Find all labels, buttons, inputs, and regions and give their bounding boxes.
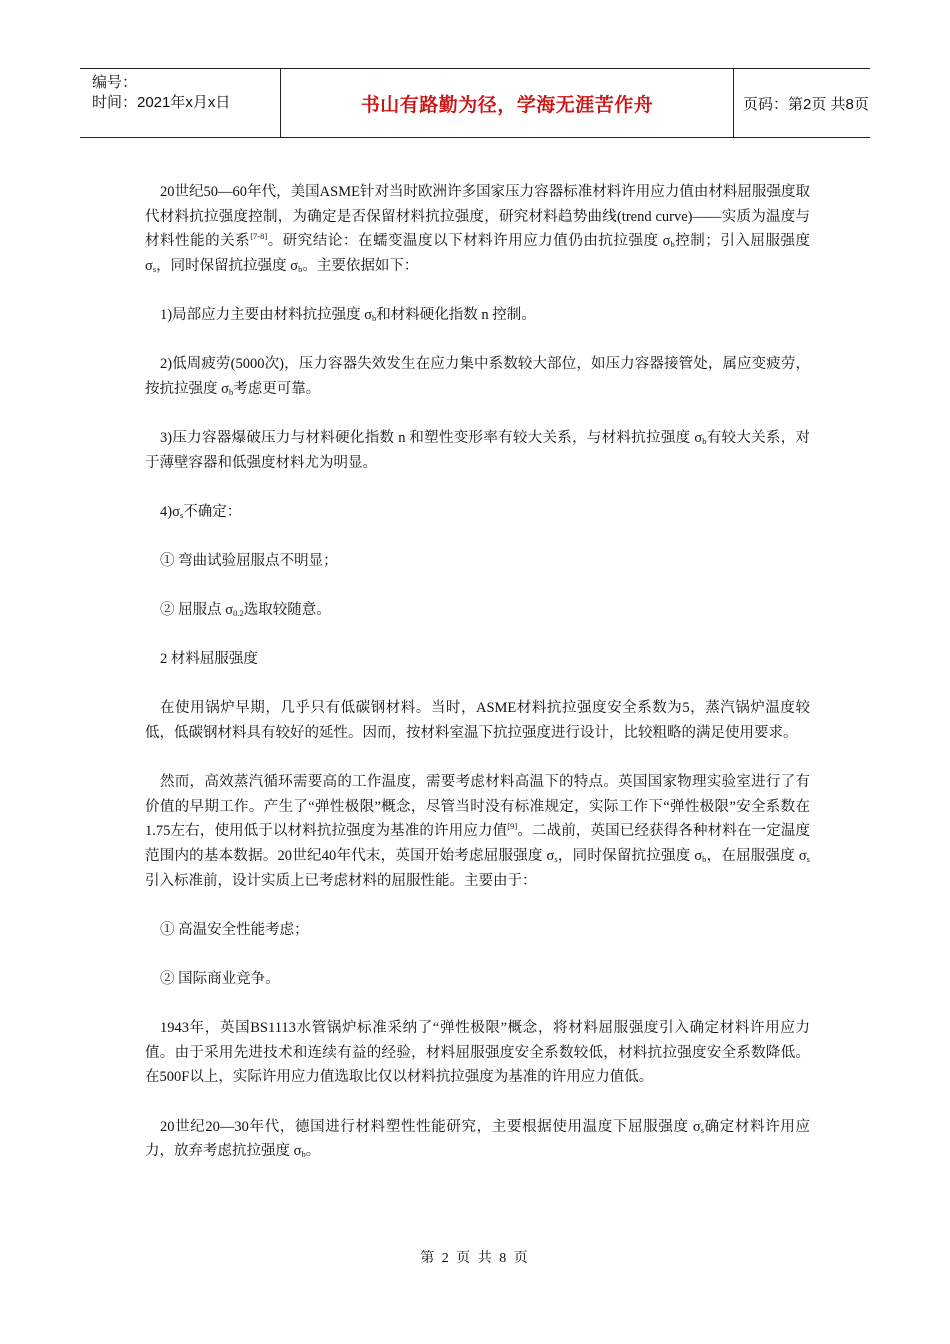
subscript: b [702, 435, 707, 446]
subscript: b [702, 854, 707, 865]
text-run: 4)σ [160, 503, 180, 520]
text-run: 2)低周疲劳(5000次)，压力容器失效发生在应力集中系数较大部位，如压力容器接管处，属应变疲劳，按抗拉强度 σ [145, 356, 810, 397]
text-run: 20世纪50—60年代，美国ASME针对当时欧洲许多国家压力容器标准材料许用应力值由材料屈服强度取代材料抗拉强度控制，为确定是否保留材料抗拉强度，研究材料趋势曲线(trend curve)——实质为温度与材料性能的关系 [145, 184, 810, 250]
subscript: s [700, 1124, 705, 1135]
text-run: 20世纪20—30年代，德国进行材料塑性性能研究，主要根据使用温度下屈服强度 σ [160, 1118, 701, 1135]
subscript: 0.2 [233, 608, 244, 619]
paragraph-1 [145, 180, 810, 278]
text-run: 确定材料许用应力，放弃考虑抗拉强度 σ [145, 1118, 810, 1160]
text-run: 和材料硬化指数 n 控制。 [376, 306, 536, 323]
document-date-label: 时间：2021年x月x日 [92, 94, 231, 111]
paragraph-13: 1943年，英国BS1113水管锅炉标准采纳了“弹性极限”概念，将材料屈服强度引入确定材料许用应力值。由于采用先进技术和连续有益的经验，材料屈服强度安全系数较低，材料抗拉强度安全系数降低。在500F以上，实际许用应力值选取比仅以材料抗拉强度为基准的许用应力值低。 [145, 1020, 810, 1086]
subscript: b [372, 312, 377, 323]
subscript: s [806, 854, 810, 865]
text-run: 引入标准前，设计实质上已考虑材料的屈服性能。主要由于： [145, 872, 537, 889]
subscript: s [554, 854, 558, 865]
paragraph-14 [145, 1115, 810, 1164]
citation: [9] [507, 821, 518, 832]
subscript: b [298, 263, 303, 274]
paragraph-9: 在使用锅炉早期，几乎只有低碳钢材料。当时，ASME材料抗拉强度安全系数为5，蒸汽锅炉温度较低，低碳钢材料具有较好的延性。因而，按材料室温下抗拉强度进行设计，比较粗略的满足使用要求。 [145, 700, 810, 742]
header-meta [80, 69, 281, 137]
text-run: 3)压力容器爆破压力与材料硬化指数 n 和塑性变形率有较大关系，与材料抗拉强度 σ [160, 429, 703, 446]
document-body [145, 180, 810, 1188]
header-motto: 书山有路勤为径，学海无涯苦作舟 [281, 69, 734, 137]
subscript: s [152, 263, 157, 274]
paragraph-3 [145, 352, 810, 401]
text-run: 。二战前，英国已经获得各种材料在一定温度范围内的基本数据。20世纪40年代末，英国开始考虑屈服强度 σ [145, 823, 811, 865]
text-run: ，在屈服强度 σ [706, 848, 807, 865]
text-run: 。主要依据如下： [302, 257, 419, 274]
paragraph-2 [145, 303, 810, 328]
list-item: ① 弯曲试验屈服点不明显； [160, 552, 338, 569]
document-number-label: 编号： [92, 74, 138, 91]
list-item: ① 高温安全性能考虑； [160, 921, 309, 938]
text-run: 1)局部应力主要由材料抗拉强度 σ [160, 306, 373, 323]
text-run: ，同时保留抗拉强度 σ [156, 257, 299, 274]
subscript: b [301, 1149, 306, 1160]
section-heading: 2 材料屈服强度 [160, 651, 258, 668]
paragraph-5 [145, 500, 810, 525]
text-run: 控制；引入屈服强度 σ [145, 233, 810, 274]
document-header [80, 68, 870, 138]
text-run: 不确定： [183, 503, 242, 520]
text-run: 然而，高效蒸汽循环需要高的工作温度，需要考虑材料高温下的特点。英国国家物理实验室进行了有价值的早期工作。产生了“弹性极限”概念，尽管当时没有标准规定，实际工作下“弹性极限”安全系数在1.75左右，使用低于以材料抗拉强度为基准的许用应力值 [145, 774, 810, 840]
page-footer: 第 2 页 共 8 页 [420, 1251, 530, 1266]
text-run: ② 屈服点 σ [160, 602, 234, 619]
text-run: 。 [305, 1143, 321, 1160]
subscript: b [670, 239, 675, 250]
list-item: ② 国际商业竞争。 [160, 971, 280, 987]
text-run: 。研究结论：在蠕变温度以下材料许用应力值仍由抗拉强度 σ [267, 233, 671, 250]
list-item [145, 598, 810, 623]
text-run: 考虑更可靠。 [233, 380, 321, 397]
text-run: 选取较随意。 [243, 602, 331, 619]
header-page-info: 页码：第2页 共8页 [743, 95, 869, 113]
paragraph-4 [145, 426, 810, 475]
paragraph-10 [145, 770, 810, 893]
text-run: 有较大关系，对于薄壁容器和低强度材料尤为明显。 [145, 429, 810, 471]
subscript: b [228, 386, 234, 397]
text-run: ，同时保留抗拉强度 σ [557, 848, 703, 865]
subscript: s [179, 509, 184, 520]
citation: [7-8] [250, 231, 268, 242]
